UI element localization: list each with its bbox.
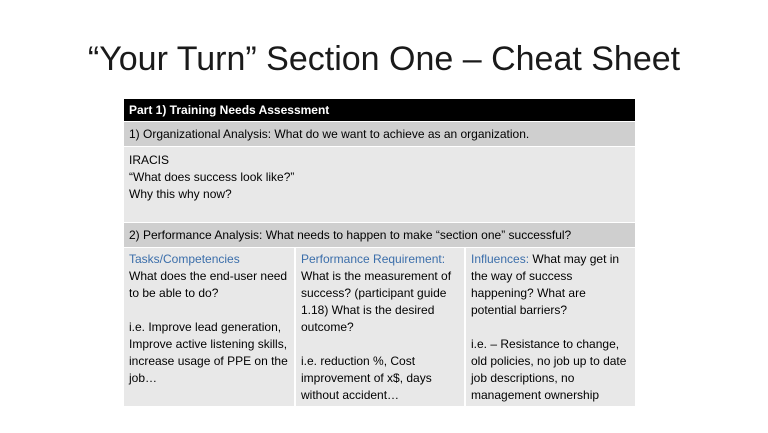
performance-requirement-column	[294, 248, 464, 406]
column-text: What is the measurement of success? (participant guide 1.18) What is the desired outcome?	[301, 269, 452, 334]
slide-title: “Your Turn” Section One – Cheat Sheet	[87, 40, 681, 78]
organizational-analysis-body	[124, 146, 635, 222]
column-text: What may get in the way of success happening? What are potential barriers?	[471, 252, 620, 317]
column-text: What does the end-user need to be able to do?	[129, 269, 288, 300]
body-line: Why this why now?	[129, 187, 232, 201]
column-title: Influences:	[471, 252, 530, 266]
influences-column	[464, 248, 635, 406]
body-line: IRACIS	[129, 153, 170, 167]
organizational-analysis-heading: 1) Organizational Analysis: What do we want to achieve as an organization.	[124, 121, 635, 146]
performance-analysis-heading: 2) Performance Analysis: What needs to happen to make “section one” successful?	[124, 222, 635, 247]
column-title: Performance Requirement:	[301, 252, 446, 266]
tasks-competencies-column	[124, 248, 294, 406]
column-lead	[471, 251, 630, 319]
performance-analysis-columns	[124, 247, 635, 406]
column-example: i.e. Improve lead generation, Improve active listening skills, increase usage of PPE on the job…	[129, 320, 288, 385]
column-example: i.e. – Resistance to change, old policies, no job up to date job descriptions, no management ownership	[471, 337, 627, 402]
column-example: i.e. reduction %, Cost improvement of x$, days without accident…	[301, 354, 432, 402]
table-header: Part 1) Training Needs Assessment	[124, 99, 635, 121]
cheat-sheet-table	[124, 99, 635, 406]
body-line: “What does success look like?”	[129, 170, 295, 184]
column-title: Tasks/Competencies	[129, 252, 240, 266]
